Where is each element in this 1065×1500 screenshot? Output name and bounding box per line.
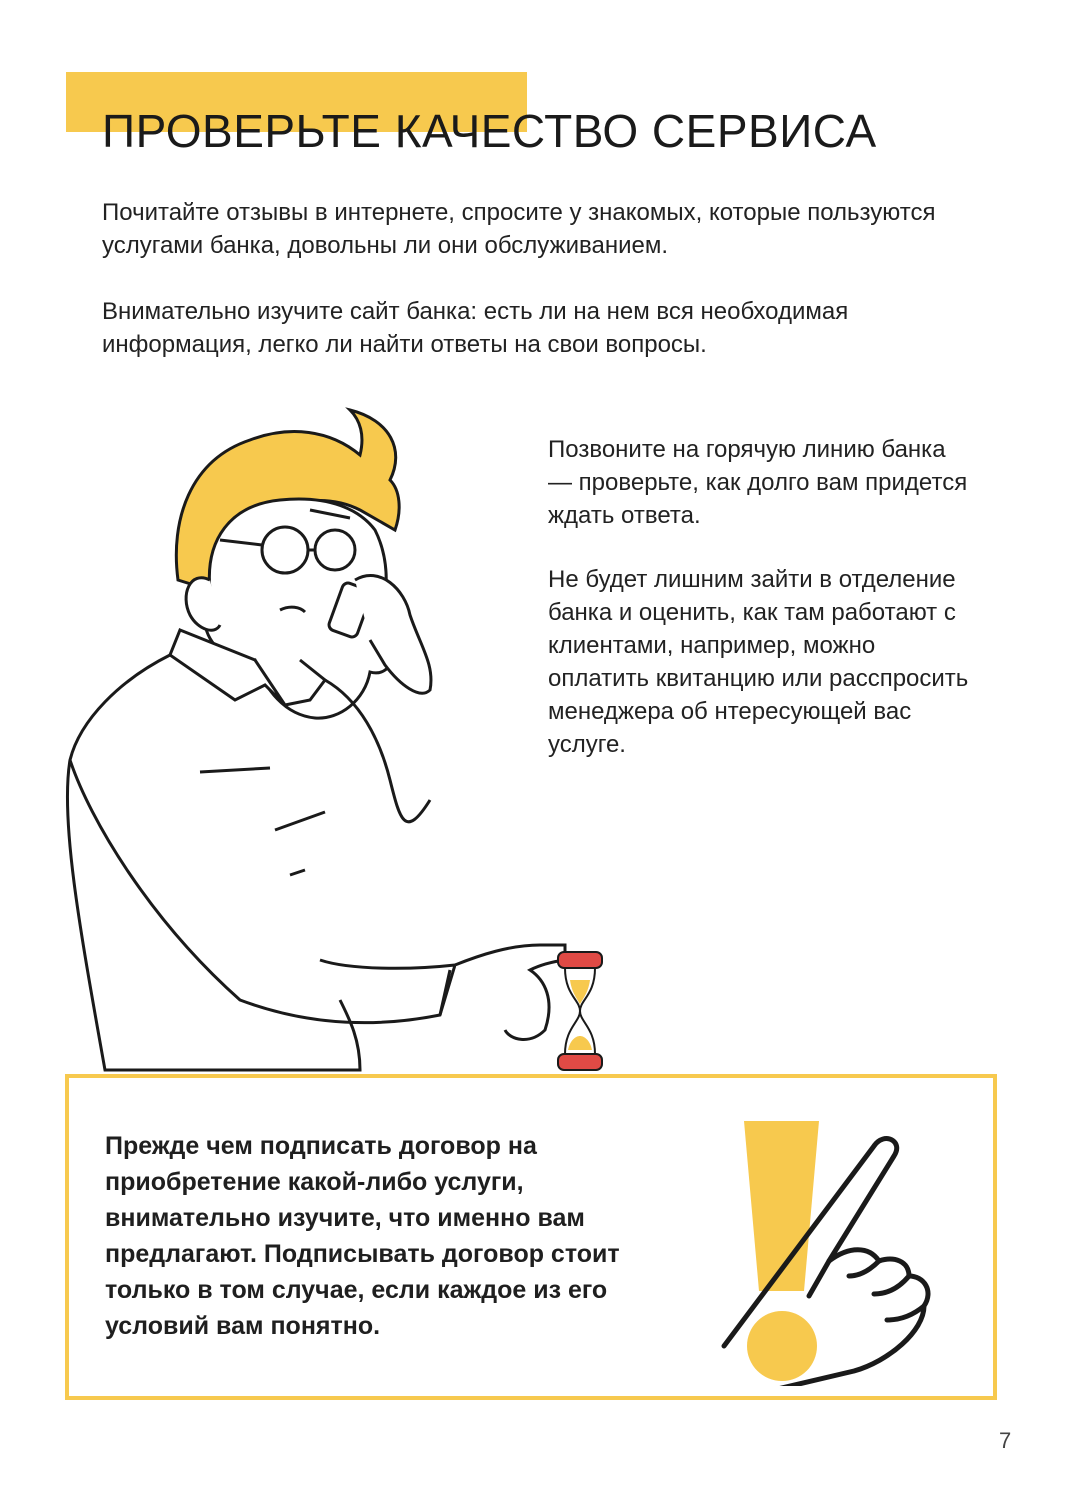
page-title: ПРОВЕРЬТЕ КАЧЕСТВО СЕРВИСА bbox=[102, 105, 877, 157]
page-number: 7 bbox=[999, 1428, 1012, 1453]
paragraph-reviews: Почитайте отзывы в интернете, спросите у знакомых, которые пользуются услугами банка, довольны ли они обслуживанием. bbox=[102, 199, 936, 259]
hourglass-icon bbox=[558, 952, 602, 1070]
exclamation-pointing-hand-icon bbox=[709, 1096, 959, 1386]
paragraph-hotline: Позвоните на горячую линию банка — проверьте, как долго вам придется ждать ответа. bbox=[548, 436, 968, 529]
paragraph-website: Внимательно изучите сайт банка: есть ли на нем вся необходимая информация, легко ли найти ответы на свои вопросы. bbox=[102, 298, 849, 358]
notice-text: Прежде чем подписать договор на приобретение какой-либо услуги, внимательно изучите, что именно вам предлагают. Подписывать договор стоит только в том случае, если каждое из его условий вам понятно. bbox=[105, 1132, 620, 1340]
paragraph-branch: Не будет лишним зайти в отделение банка и оценить, как там работают с клиентами, например, можно оплатить квитанцию или расспросить менеджера об нтересующей вас услуге. bbox=[548, 566, 969, 758]
notice-box bbox=[65, 1074, 997, 1400]
